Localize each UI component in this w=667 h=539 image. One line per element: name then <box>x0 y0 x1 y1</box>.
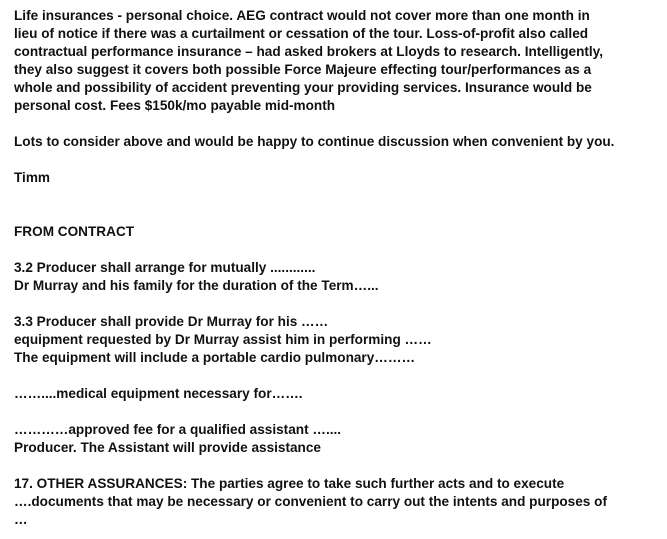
text-line: contractual performance insurance – had asked brokers at Lloyds to research. Intelligently, <box>14 44 604 59</box>
text-line: … <box>14 512 28 527</box>
clause-3-3 <box>14 313 664 367</box>
text-line: whole and possibility of accident preventing your providing services. Insurance would be <box>14 80 592 95</box>
text-line: personal cost. Fees $150k/mo payable mid-month <box>14 98 336 113</box>
signature: Timm <box>14 170 51 185</box>
text-line: Producer. The Assistant will provide assistance <box>14 440 321 455</box>
text-line: 3.2 Producer shall arrange for mutually ............ <box>14 260 316 275</box>
text-line: Life insurances - personal choice. AEG contract would not cover more than one month in <box>14 8 590 23</box>
contract-heading: FROM CONTRACT <box>14 224 135 239</box>
text-line: 17. OTHER ASSURANCES: The parties agree to take such further acts and to execute <box>14 476 565 491</box>
text-line: Dr Murray and his family for the duration of the Term…... <box>14 278 379 293</box>
text-line: they also suggest it covers both possible Force Majeure effecting tour/performances as a <box>14 62 592 77</box>
medical-equipment-line: ……....medical equipment necessary for……. <box>14 386 303 401</box>
clause-3-2 <box>14 259 664 295</box>
text-line: equipment requested by Dr Murray assist him in performing …… <box>14 332 432 347</box>
text-line: 3.3 Producer shall provide Dr Murray for his …… <box>14 314 329 329</box>
closing-paragraph: Lots to consider above and would be happy to continue discussion when convenient by you. <box>14 134 615 149</box>
text-line: …………approved fee for a qualified assistant ….... <box>14 422 342 437</box>
clause-17 <box>14 475 664 529</box>
assistant-clause <box>14 421 664 457</box>
text-line: The equipment will include a portable cardio pulmonary……… <box>14 350 416 365</box>
text-line: ….documents that may be necessary or convenient to carry out the intents and purposes of <box>14 494 607 509</box>
text-line: lieu of notice if there was a curtailment or cessation of the tour. Loss-of-profit also called <box>14 26 589 41</box>
insurance-paragraph <box>14 7 664 115</box>
document-body <box>14 7 664 529</box>
